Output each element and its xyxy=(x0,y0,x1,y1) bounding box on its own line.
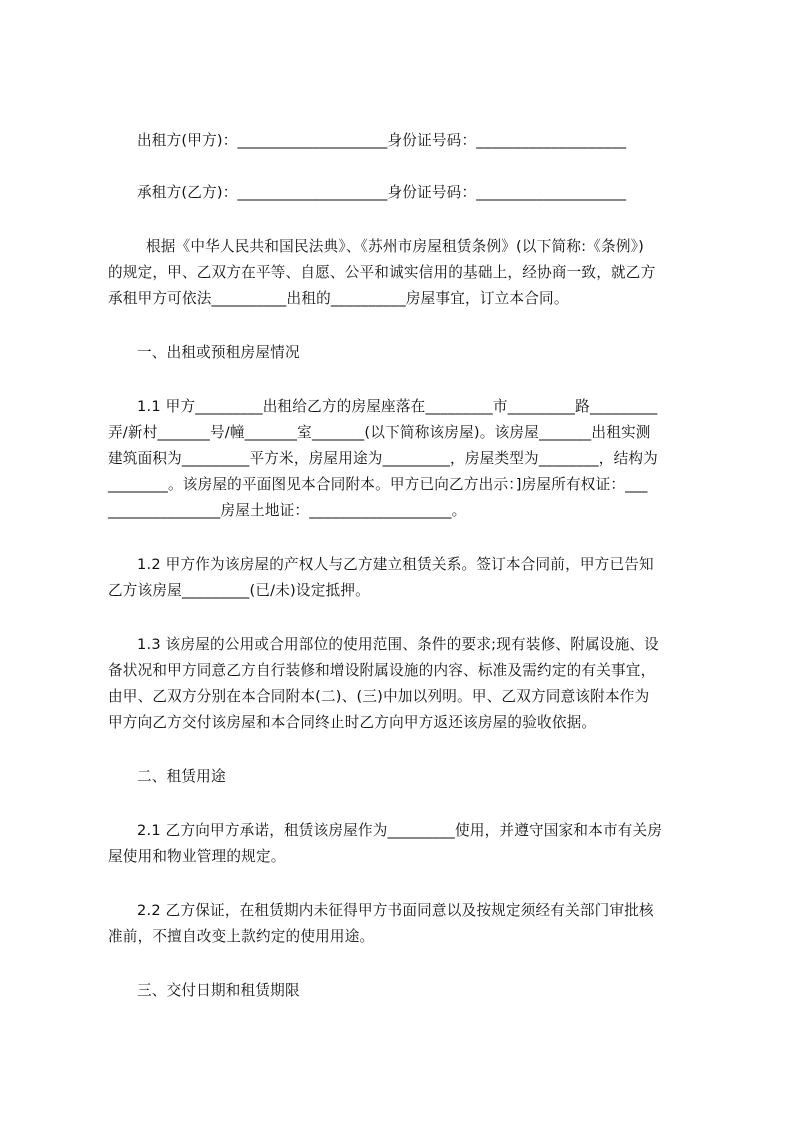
clause-1-3-line-2: 备状况和甲方同意乙方自行装修和增设附属设施的内容、标准及需约定的有关事宜， xyxy=(108,662,656,679)
clause-1-1-line-3: 建筑面积为_________平方米，房屋用途为_________，房屋类型为________，结构为 xyxy=(108,450,658,467)
preamble-line-1: 根据《中华人民共和国民法典》、《苏州市房屋租赁条例》(以下简称:《条例》) xyxy=(146,238,644,255)
section-heading-2: 二、租赁用途 xyxy=(137,768,226,785)
clause-1-1-line-2: 弄/新村_______号/幢_______室_______(以下简称该房屋)。该房屋_______出租实测 xyxy=(108,424,651,441)
clause-1-3-line-1: 1.3 该房屋的公用或合用部位的使用范围、条件的要求;现有装修、附属设施、设 xyxy=(137,636,659,653)
section-heading-1: 一、出租或预租房屋情况 xyxy=(137,344,300,361)
preamble-line-3: 承租甲方可依法__________出租的__________房屋事宜，订立本合同。 xyxy=(108,290,569,307)
clause-1-3-line-3: 由甲、乙双方分别在本合同附本(二)、(三)中加以列明。甲、乙双方同意该附本作为 xyxy=(108,688,650,705)
clause-2-2-line-2: 准前，不擅自改变上款约定的使用用途。 xyxy=(108,928,375,945)
lessor-line: 出租方(甲方)：____________________身份证号码：____________________ xyxy=(137,132,627,149)
preamble-line-2: 的规定，甲、乙双方在平等、自愿、公平和诚实信用的基础上，经协商一致，就乙方 xyxy=(108,264,656,281)
clause-1-1-line-4: ________。该房屋的平面图见本合同附本。甲方已向乙方出示：]房屋所有权证：___ xyxy=(108,476,648,493)
lessee-line: 承租方(乙方)：____________________身份证号码：____________________ xyxy=(137,184,627,201)
clause-1-1-line-5: _______________房屋土地证：___________________。 xyxy=(108,502,467,519)
clause-1-1-line-1: 1.1 甲方_________出租给乙方的房屋座落在_________市_________路_________ xyxy=(137,398,658,415)
clause-2-2-line-1: 2.2 乙方保证，在租赁期内未征得甲方书面同意以及按规定须经有关部门审批核 xyxy=(137,902,654,919)
clause-1-2-line-1: 1.2 甲方作为该房屋的产权人与乙方建立租赁关系。签订本合同前，甲方已告知 xyxy=(137,556,654,573)
clause-1-3-line-4: 甲方向乙方交付该房屋和本合同终止时乙方向甲方返还该房屋的验收依据。 xyxy=(108,714,597,731)
clause-2-1-line-2: 屋使用和物业管理的规定。 xyxy=(108,848,286,865)
clause-1-2-line-2: 乙方该房屋_________(已/未)设定抵押。 xyxy=(108,582,370,599)
clause-2-1-line-1: 2.1 乙方向甲方承诺，租赁该房屋作为_________使用，并遵守国家和本市有关房 xyxy=(137,822,663,839)
section-heading-3: 三、交付日期和租赁期限 xyxy=(137,982,300,999)
